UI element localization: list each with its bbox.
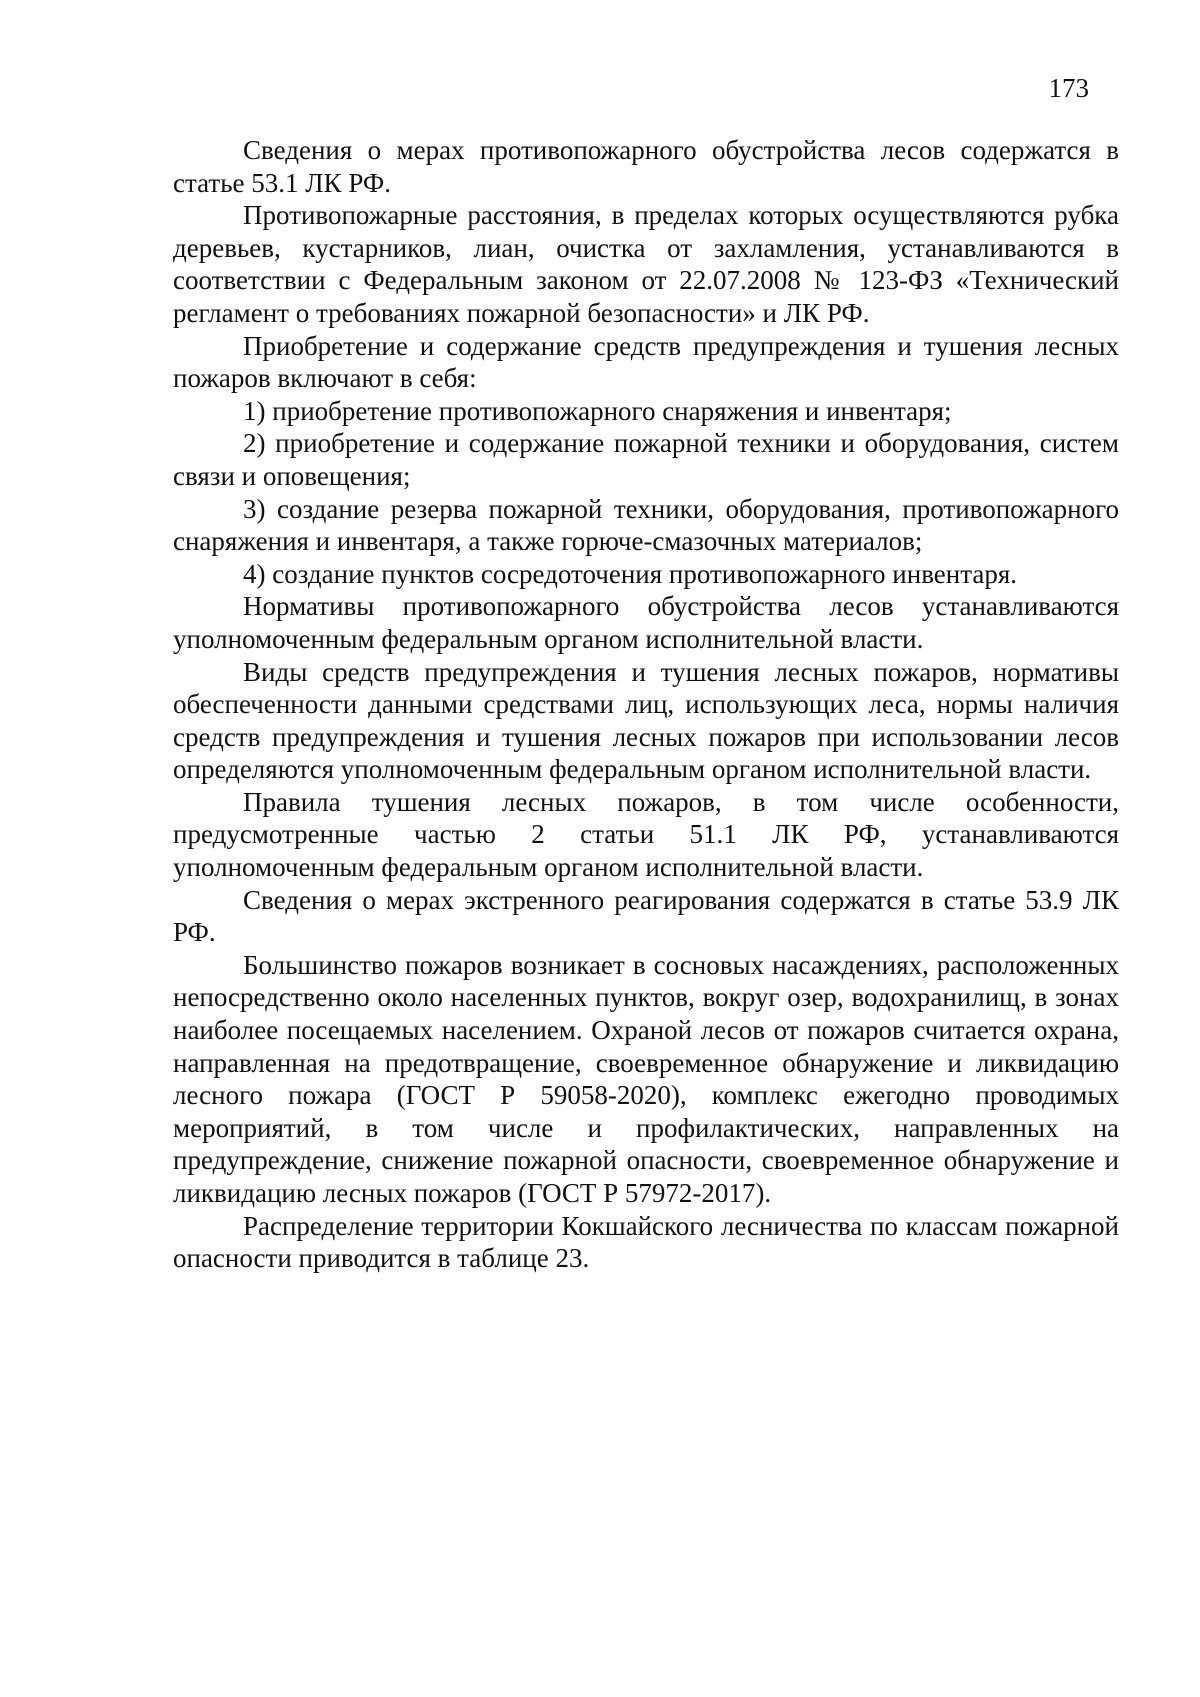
list-item-4: 4) создание пунктов сосредоточения противопожарного инвентаря.: [243, 558, 1018, 589]
paragraph-fire-arrangement-reference: Сведения о мерах противопожарного обустройства лесов содержатся в статье 53.1 ЛК РФ.: [173, 135, 1119, 198]
paragraph-emergency-response: Сведения о мерах экстренного реагирования содержатся в статье 53.9 ЛК РФ.: [173, 884, 1119, 948]
paragraph-means-acquisition: Приобретение и содержание средств предупреждения и тушения лесных пожаров включают в себя:: [173, 330, 1119, 394]
paragraph-fire-distances: Противопожарные расстояния, в пределах которых осуществляются рубка деревьев, кустарников, лиан, очистка от захламления, устанавливаются в соответствии с Федеральным законом от 22.07.2008 № 123-ФЗ «Технический регламент о требованиях пожарной безопасности» и ЛК РФ.: [173, 200, 1119, 328]
paragraph-means-types: Виды средств предупреждения и тушения лесных пожаров, нормативы обеспеченности данными средствами лиц, использующих леса, нормы наличия средств предупреждения и тушения лесных пожаров при использовании лесов определяются уполномоченным федеральным органом исполнительной власти.: [173, 656, 1119, 785]
paragraph-arrangement-norms: Нормативы противопожарного обустройства лесов устанавливаются уполномоченным федеральным органом исполнительной власти.: [173, 591, 1119, 654]
list-item-1: 1) приобретение противопожарного снаряжения и инвентаря;: [243, 395, 952, 426]
list-item-2: 2) приобретение и содержание пожарной техники и оборудования, систем связи и оповещения;: [173, 428, 1119, 491]
paragraph-table-reference: Распределение территории Кокшайского лесничества по классам пожарной опасности приводится в таблице 23.: [173, 1210, 1119, 1274]
list-item-3: 3) создание резерва пожарной техники, оборудования, противопожарного снаряжения и инвентаря, а также горюче-смазочных материалов;: [173, 493, 1119, 557]
page-number: 173: [1048, 73, 1089, 103]
paragraph-fire-occurrence: Большинство пожаров возникает в сосновых насаждениях, расположенных непосредственно около населенных пунктов, вокруг озер, водохранилищ, в зонах наиболее посещаемых населением. Охраной лесов от пожаров считается охрана, направленная на предотвращение, своевременное обнаружение и ликвидацию лесного пожара (ГОСТ Р 59058-2020), комплекс ежегодно проводимых мероприятий, в том числе и профилактических, направленных на предупреждение, снижение пожарной опасности, своевременное обнаружение и ликвидацию лесных пожаров (ГОСТ Р 57972-2017).: [173, 949, 1119, 1208]
paragraph-extinguishing-rules: Правила тушения лесных пожаров, в том числе особенности, предусмотренные частью 2 статьи 51.1 ЛК РФ, устанавливаются уполномоченным федеральным органом исполнительной власти.: [173, 786, 1119, 883]
body-text: [173, 134, 1119, 1275]
